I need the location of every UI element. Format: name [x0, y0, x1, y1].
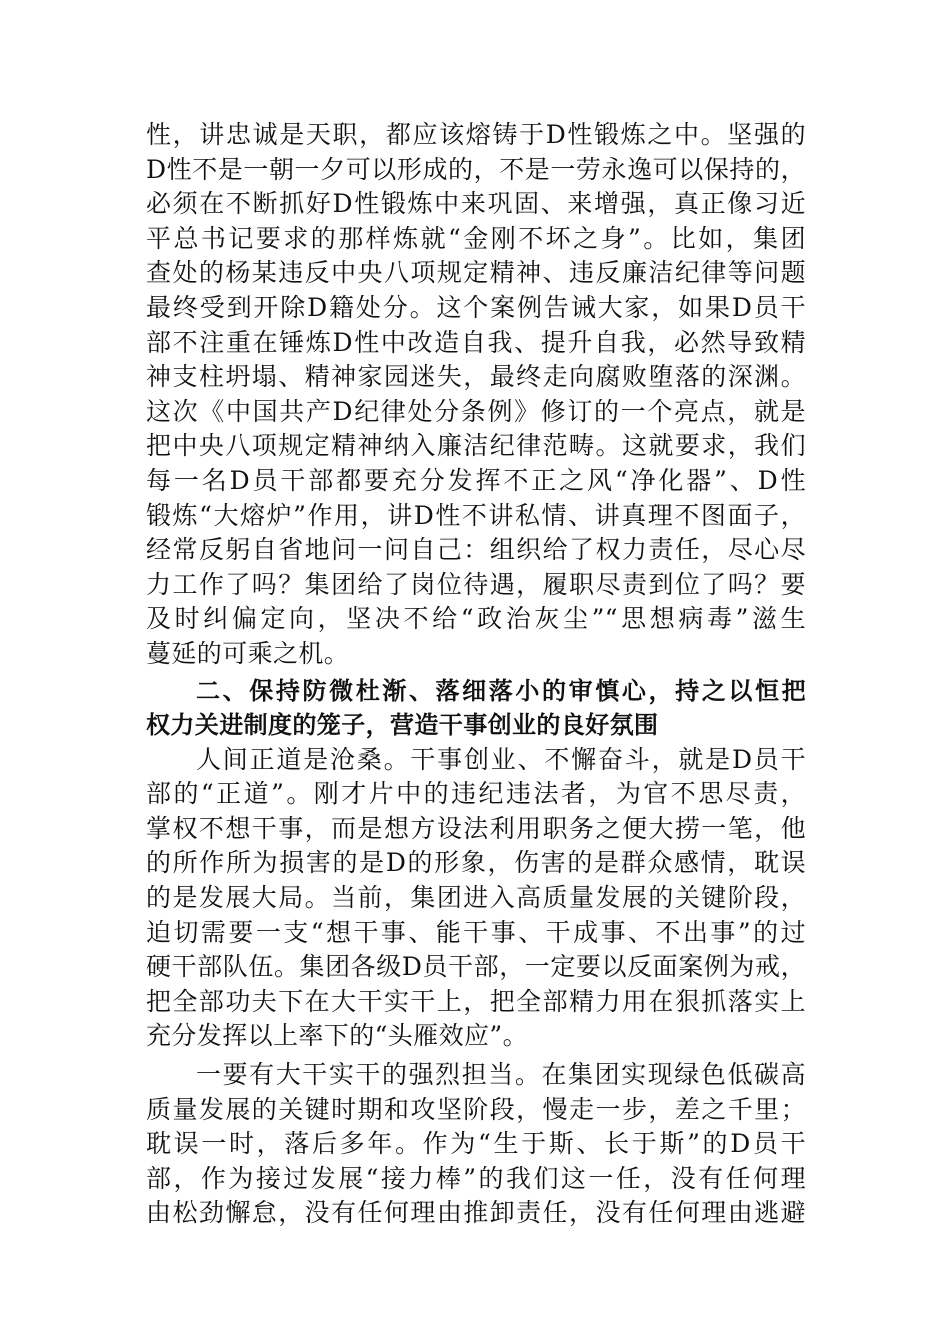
document-body — [146, 118, 806, 1231]
text-line: 锻炼“大熔炉”作用，讲D性不讲私情、讲真理不图面子， — [146, 500, 806, 530]
heading-line: 权力关进制度的笼子，营造干事创业的良好氛围 — [146, 711, 659, 740]
text-line: 充分发挥以上率下的“头雁效应”。 — [146, 1021, 528, 1051]
text-line: 硬干部队伍。集团各级D员干部，一定要以反面案例为戒， — [146, 952, 806, 982]
heading-line: 二、保持防微杜渐、落细落小的审慎心，持之以恒把 — [196, 676, 806, 705]
text-line: 平总书记要求的那样炼就“金刚不坏之身”。比如，集团 — [146, 223, 806, 253]
text-line: 由松劲懈怠，没有任何理由推卸责任，没有任何理由逃避 — [146, 1198, 806, 1228]
text-line: 的所作所为损害的是D的形象，伤害的是群众感情，耽误 — [146, 848, 806, 878]
text-line: D性不是一朝一夕可以形成的，不是一劳永逸可以保持的， — [146, 154, 806, 184]
text-line: 把中央八项规定精神纳入廉洁纪律范畴。这就要求，我们 — [146, 431, 806, 461]
text-line: 蔓延的可乘之机。 — [146, 638, 350, 668]
text-line: 耽误一时，落后多年。作为“生于斯、长于斯”的D员干 — [146, 1129, 806, 1159]
text-line: 部，作为接过发展“接力棒”的我们这一任，没有任何理 — [146, 1163, 806, 1193]
text-line: 性，讲忠诚是天职，都应该熔铸于D性锻炼之中。坚强的 — [146, 120, 806, 149]
text-line: 部不注重在锤炼D性中改造自我、提升自我，必然导致精 — [146, 327, 806, 357]
text-line: 人间正道是沧桑。干事创业、不懈奋斗，就是D员干 — [196, 744, 806, 774]
text-line: 一要有大干实干的强烈担当。在集团实现绿色低碳高 — [196, 1060, 806, 1090]
section-heading — [146, 674, 806, 743]
text-line: 迫切需要一支“想干事、能干事、干成事、不出事”的过 — [146, 917, 806, 947]
text-line: 神支柱坍塌、精神家园迷失，最终走向腐败堕落的深渊。 — [146, 362, 806, 392]
text-line: 经常反躬自省地问一问自己：组织给了权力责任，尽心尽 — [146, 535, 806, 565]
paragraph-right-path — [146, 743, 806, 1054]
text-line: 力工作了吗？集团给了岗位待遇，履职尽责到位了吗？要 — [146, 569, 806, 599]
text-line: 每一名D员干部都要充分发挥不正之风“净化器”、D性 — [146, 465, 806, 495]
text-line: 这次《中国共产D纪律处分条例》修订的一个亮点，就是 — [146, 396, 806, 426]
text-line: 掌权不想干事，而是想方设法利用职务之便大捞一笔，他 — [146, 813, 806, 843]
text-line: 把全部功夫下在大干实干上，把全部精力用在狠抓落实上 — [146, 986, 806, 1016]
text-line: 质量发展的关键时期和攻坚阶段，慢走一步，差之千里； — [146, 1094, 806, 1124]
text-line: 部的“正道”。刚才片中的违纪违法者，为官不思尽责， — [146, 779, 806, 809]
paragraph-party-spirit — [146, 118, 806, 672]
text-line: 查处的杨某违反中央八项规定精神、违反廉洁纪律等问题 — [146, 258, 806, 288]
paragraph-take-responsibility — [146, 1058, 806, 1231]
text-line: 的是发展大局。当前，集团进入高质量发展的关键阶段， — [146, 883, 806, 913]
text-line: 及时纠偏定向，坚决不给“政治灰尘”“思想病毒”滋生 — [146, 604, 806, 634]
text-line: 最终受到开除D籍处分。这个案例告诫大家，如果D员干 — [146, 292, 806, 322]
text-line: 必须在不断抓好D性锻炼中来巩固、来增强，真正像习近 — [146, 189, 806, 219]
